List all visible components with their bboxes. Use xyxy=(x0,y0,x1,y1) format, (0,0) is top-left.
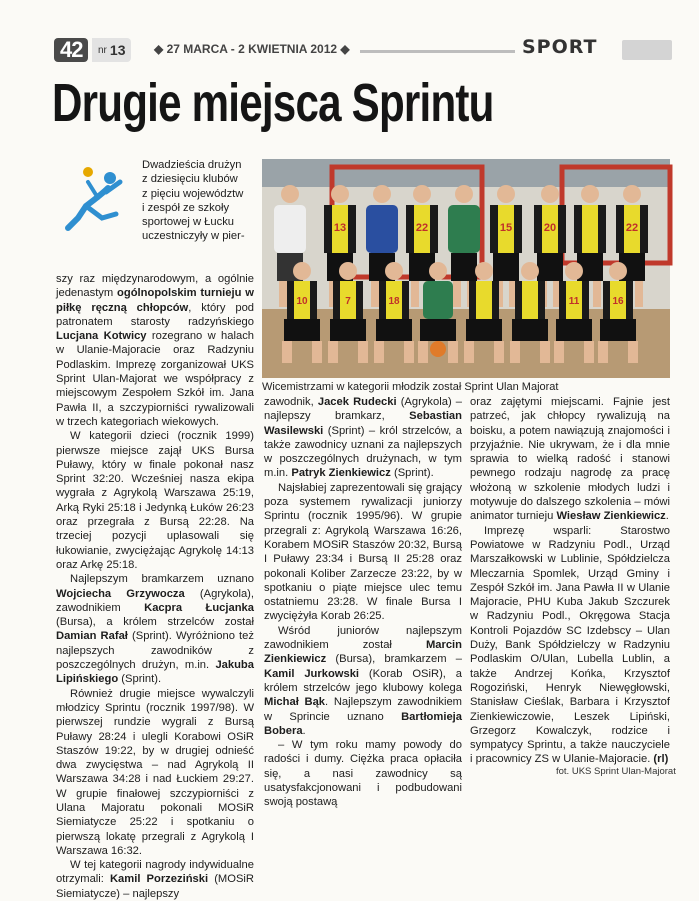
jersey-sleeve xyxy=(379,281,386,319)
intro-line: z dziesięciu klubów xyxy=(142,173,238,186)
player-shorts xyxy=(512,319,548,341)
column-2 xyxy=(264,395,462,810)
jersey-sleeve xyxy=(324,205,332,253)
jersey-number: 7 xyxy=(345,296,351,307)
jersey-sleeve xyxy=(598,205,606,253)
player-head xyxy=(565,262,583,280)
intro-narrow xyxy=(142,158,254,244)
player-head xyxy=(339,262,357,280)
player-head xyxy=(281,185,299,203)
jersey-sleeve xyxy=(310,281,317,319)
jersey-sleeve xyxy=(538,281,545,319)
paragraph-intro: szy raz międzynarodowym, a ogólnie jedenastym ogólnopolskim turnieju w piłkę ręczną chłopców, który pod patronatem starosty radzyńskiego Lucjana Kotwicy rozegrano w halach w Ulanie-Majoracie oraz Radzyniu Podlaskim. Imprezę zorganizował UKS Sprint Ulan-Majorat we współpracy z miejscowym Zespołem Szkół im. Jana Pawła II, a szczypiorniści rywalizowali w trzech kategoriach wiekowych. xyxy=(56,273,255,428)
player-leg xyxy=(554,341,564,363)
player-jersey xyxy=(448,205,480,253)
page-header xyxy=(0,0,699,70)
player-leg xyxy=(494,341,504,363)
player-shorts xyxy=(493,253,519,281)
player-leg xyxy=(282,341,292,363)
player-shorts xyxy=(330,319,366,341)
jersey-number: 15 xyxy=(499,222,513,234)
jersey-sleeve xyxy=(603,281,610,319)
jersey-sleeve xyxy=(333,281,340,319)
issue-number: 13 xyxy=(109,42,126,58)
player-head xyxy=(331,185,349,203)
jersey-sleeve xyxy=(574,205,582,253)
issue-date: ◆ 27 MARCA - 2 KWIETNIA 2012 ◆ xyxy=(154,42,350,56)
jersey-sleeve xyxy=(515,281,522,319)
player-head xyxy=(581,185,599,203)
paragraph-sponsors: Imprezę wsparli: Starostwo Powiatowe w Radzyniu Podl., Urząd Marszałkowski w Lublinie, Spółdzielcza Mleczarnia Spomlek, Urząd Gminy i Zespół Szkół im. Jana Pawła II w Ulanie Majoracie, PHU Kuba Jakub Szczurek w Radzyniu Podl., Okręgowa Stacja Kontroli Pojazdów SC Izdebscy – Ulan Duży, Bank Spółdzielczy w Radzyniu Podlaskim O/Ulan, Lubella Lublin, a także Andrzej Końka, Krzysztof Rogoziński, Henryk Niewęgłowski, Stanisław Cieślak, Barbara i Krzysztof Zienkiewiczowie, Leszek Lipiński, Grzegorz Kowalczyk, rodzice i sympatycy Sprintu, a także nauczyciele i pracownicy ZS w Ulanie-Majoracie. (rl) xyxy=(470,524,670,766)
jersey-sleeve xyxy=(287,281,294,319)
team-photo xyxy=(262,159,670,378)
jersey-sleeve xyxy=(469,281,476,319)
intro-line: sportowej w Łucku xyxy=(142,216,235,229)
player-leg xyxy=(593,281,601,307)
player-leg xyxy=(448,341,458,363)
player-leg xyxy=(628,341,638,363)
jersey-sleeve xyxy=(534,205,542,253)
player-head xyxy=(623,185,641,203)
paragraph-youth-awards-cont: zawodnik, Jacek Rudecki (Agrykola) – najlepszy bramkarz, Sebastian Wasilewski (Sprint) – król strzelców, a także zawodnicy uznani za najlepszych w poszczególnych drużynach, w tym m.in. Patryk Zienkiewicz (Sprint). xyxy=(264,396,462,480)
jersey-number: 13 xyxy=(333,222,347,234)
paragraph-children: W kategorii dzieci (rocznik 1999) pierwsze miejsce zajął UKS Bursa Puławy, który w finale pokonał nasz Sprint 32:20. Wcześniej nasza ekipa wygrała z Agrykolą Warszawa 25:19, Arką Ryki 25:18 i Jedynką Łuków 26:23 oraz przegrała z Bursą 22:28. Na trzeciej pozycji uplasowali się łukowianie, zwyciężając Agrykolę 14:13 oraz Arkę 25:18. xyxy=(56,430,254,571)
jersey-number: 18 xyxy=(388,296,400,307)
player-jersey xyxy=(366,205,398,253)
page-number: 42 xyxy=(54,38,88,62)
player-leg xyxy=(453,281,461,307)
jersey-sleeve xyxy=(406,205,414,253)
player-leg xyxy=(404,341,414,363)
player-leg xyxy=(328,341,338,363)
player-head xyxy=(455,185,473,203)
jersey-sleeve xyxy=(582,281,589,319)
jersey-sleeve xyxy=(514,205,522,253)
player-head xyxy=(475,262,493,280)
handball-ball xyxy=(430,341,446,357)
jersey-number: 10 xyxy=(296,296,308,307)
player-leg xyxy=(540,341,550,363)
player-head xyxy=(385,262,403,280)
paragraph-youth: Również drugie miejsce wywalczyli młodzicy Sprintu (rocznik 1997/98). W pierwszej rundzie wygrali z Bursą Puławy 28:24 i ulegli Korabowi OSiR Staszów 19:22, by w drugiej odnieść dwa zwycięstwa – nad Agrykolą II Warszawa 34:28 i nad Łuckiem 29:27. W grupie finałowej szczypiorniści z Ulana Majoratu pokonali MOSiR Siemiatycze 25:22 i spotkaniu o pierwszą lokatę przegrali z Agrykolą I Warszawa 16:32. xyxy=(56,687,254,857)
section-bar xyxy=(622,40,672,60)
jersey-sleeve xyxy=(356,281,363,319)
paragraph-children-awards: Najlepszym bramkarzem uznano Wojciecha Grzywocza (Agrykola), zawodnikiem Kacpra Łucjanka (Bursa), a królem strzelców został Damian Rafał (Sprint). Wyróżniono też najlepszych zawodników z poszczególnych drużyn, m.in. Jakuba Lipińskiego (Sprint). xyxy=(56,573,254,686)
player-head xyxy=(497,185,515,203)
player-head xyxy=(541,185,559,203)
player-jersey xyxy=(274,205,306,253)
intro-line: i zespół ze szkoły xyxy=(142,201,230,214)
player-leg xyxy=(584,341,594,363)
player-leg xyxy=(371,281,379,307)
player-leg xyxy=(374,341,384,363)
section-name: SPORT xyxy=(522,36,598,58)
player-head xyxy=(521,262,539,280)
player-head xyxy=(609,262,627,280)
jersey-number: 22 xyxy=(625,222,639,234)
jersey-sleeve xyxy=(558,205,566,253)
player-shorts xyxy=(556,319,592,341)
jersey-sleeve xyxy=(492,281,499,319)
player-leg xyxy=(411,281,419,307)
jersey-number: 16 xyxy=(612,296,624,307)
player-leg xyxy=(358,341,368,363)
paragraph-youth-awards: W tej kategorii nagrody indywidualne otrzymali: Kamil Porzeziński (MOSiR Siemiatycze) – najlepszy xyxy=(56,859,254,900)
player-head xyxy=(429,262,447,280)
issue-prefix: nr xyxy=(98,44,107,56)
jersey-number: 22 xyxy=(415,222,429,234)
player-leg xyxy=(418,341,428,363)
article-title: Drugie miejsca Sprintu xyxy=(52,73,494,133)
player-leg xyxy=(510,341,520,363)
photo-credit: fot. UKS Sprint Ulan-Majorat xyxy=(556,766,676,777)
paragraph-quote-cont: oraz zajętymi miejscami. Fajnie jest patrzeć, jak chłopcy rywalizują na boisku, a potem nawiązują znajomości i przyjaźnie. Nie ukrywam, że i dla mnie sprawia to wielką radość i stanowi pewnego rodzaju nagrodę za pracę włożoną w szkolenie młodych ludzi i motywuje do dalszego szkolenia – mówi animator turnieju Wiesław Zienkiewicz. xyxy=(470,396,670,523)
intro-line: z pięciu województw xyxy=(142,187,244,200)
player-leg xyxy=(464,341,474,363)
jersey-sleeve xyxy=(626,281,633,319)
player-shorts xyxy=(537,253,563,281)
jersey-number: 20 xyxy=(543,222,557,234)
player-shorts xyxy=(284,319,320,341)
player-shorts xyxy=(420,319,456,341)
intro-line: uczestniczyły w pier- xyxy=(142,230,245,243)
jersey-sleeve xyxy=(402,281,409,319)
player-leg xyxy=(279,281,287,307)
photo-ceiling xyxy=(262,159,670,187)
issue-badge xyxy=(92,38,131,62)
player-leg xyxy=(312,341,322,363)
player-head xyxy=(293,262,311,280)
paragraph-quote: – W tym roku mamy powody do radości i dumy. Ciężka praca opłaciła się, a nasi zawodnicy są usatysfakcjonowani i podbudowani swoją postawą xyxy=(264,739,462,809)
handball-player-icon xyxy=(58,162,142,240)
player-leg xyxy=(635,281,643,307)
player-leg xyxy=(598,341,608,363)
photo-caption: Wicemistrzami w kategorii młodzik został Sprint Ulan Majorat xyxy=(262,381,559,393)
paragraph-juniors-awards: Wśród juniorów najlepszym zawodnikiem został Marcin Zienkiewicz (Bursa), bramkarzem – Kamil Jurkowski (Korab OSiR), a królem strzelców jego klubowy kolega Michał Bąk. Najlepszym zawodnikiem w Sprincie uznano Bartłomieja Bobera. xyxy=(264,624,462,737)
jersey-number: 11 xyxy=(568,296,580,307)
player-jersey xyxy=(423,281,453,319)
player-head xyxy=(373,185,391,203)
intro-line: Dwadzieścia drużyn xyxy=(142,159,242,171)
player-shorts xyxy=(466,319,502,341)
paragraph-juniors: Najsłabiej zaprezentowali się grający poza systemem rywalizacji juniorzy Sprintu (rocznik 1995/96). W grupie przegrali z: Agrykolą Warszawa 16:26, Korabem MOSiR Staszów 20:32, Bursą I Puławy 23:34 i Bursą II 25:28 oraz pokonali Koliber Zarzecze 23:22, by w spotkaniu o piąte miejsce ulec temu ostatniemu 23:28. W finale Bursa I zwyciężyła Korab 26:25. xyxy=(264,481,462,623)
jersey-sleeve xyxy=(430,205,438,253)
player-shorts xyxy=(376,319,412,341)
header-divider xyxy=(360,50,515,53)
jersey-sleeve xyxy=(616,205,624,253)
jersey-sleeve xyxy=(490,205,498,253)
jersey-sleeve xyxy=(559,281,566,319)
player-head xyxy=(413,185,431,203)
player-shorts xyxy=(600,319,636,341)
column-3 xyxy=(470,395,670,767)
column-1 xyxy=(56,272,254,901)
player-shorts xyxy=(451,253,477,281)
jersey-sleeve xyxy=(640,205,648,253)
jersey-sleeve xyxy=(348,205,356,253)
team-photo-drawing xyxy=(262,159,670,378)
